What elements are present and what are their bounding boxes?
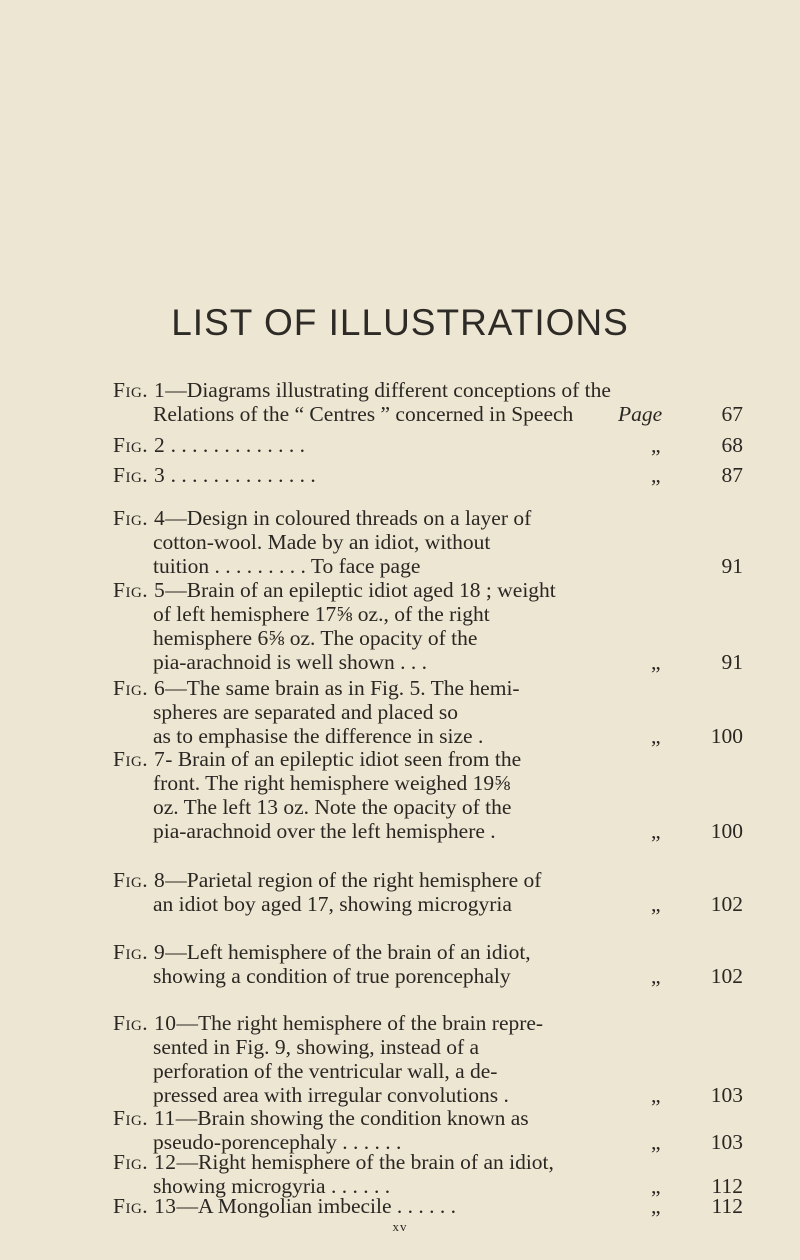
entry-text: sented in Fig. 9, showing, instead of a <box>153 1035 480 1059</box>
page-number: 112 <box>711 1174 743 1198</box>
entry-text: pia-arachnoid is well shown . . . <box>153 650 428 674</box>
entry-line <box>113 602 743 626</box>
fig-label: Fig. 9 <box>113 940 166 964</box>
entry-line <box>113 795 743 819</box>
fig-label: Fig. 12 <box>113 1150 177 1174</box>
entry-line <box>113 771 743 795</box>
entry-line <box>113 676 743 700</box>
fig-label: Fig. 13 <box>113 1194 177 1218</box>
fig-label: Fig. 5 <box>113 578 166 602</box>
page-number: 91 <box>721 650 743 674</box>
fig-label: Fig. 11 <box>113 1106 176 1130</box>
entry-text: —Parietal region of the right hemisphere of <box>165 868 542 892</box>
entry-line <box>113 1194 743 1218</box>
ditto-mark: „ <box>651 1174 661 1198</box>
entry-text: . . . . . . . . . . . . . <box>165 433 306 457</box>
entry-text: pia-arachnoid over the left hemisphere . <box>153 819 496 843</box>
entry-line <box>113 530 743 554</box>
entry-line <box>113 868 743 892</box>
entry-text: —Brain of an epileptic idiot aged 18 ; weight <box>165 578 556 602</box>
entry-line <box>113 433 743 457</box>
entry-text: tuition . . . . . . . . . To face page <box>153 554 421 578</box>
page-title: LIST OF ILLUSTRATIONS <box>171 302 629 343</box>
page-number: 103 <box>710 1130 743 1154</box>
entry-line <box>113 402 743 426</box>
entry-text: pseudo-porencephaly . . . . . . <box>153 1130 402 1154</box>
illustration-entry <box>113 433 743 457</box>
entry-line <box>113 1083 743 1107</box>
entry-line <box>113 964 743 988</box>
page-number: 100 <box>710 819 743 843</box>
page-number: 87 <box>721 463 743 487</box>
entry-line <box>113 1106 743 1130</box>
illustration-entry <box>113 676 743 748</box>
illustration-entry <box>113 940 743 988</box>
ditto-mark: „ <box>651 724 661 748</box>
entry-line <box>113 892 743 916</box>
entry-text: Relations of the “ Centres ” concerned in Speech <box>153 402 574 426</box>
fig-label: Fig. 4 <box>113 506 166 530</box>
entry-line <box>113 378 743 402</box>
page-number: 112 <box>711 1194 743 1218</box>
page-number: 68 <box>721 433 743 457</box>
illustration-entry <box>113 506 743 578</box>
entry-text: front. The right hemisphere weighed 19⅝ <box>153 771 511 795</box>
fig-label: Fig. 7 <box>113 747 166 771</box>
page-word: Page <box>618 402 663 426</box>
illustration-entry <box>113 1150 743 1198</box>
page-folio: xv <box>392 1219 408 1234</box>
ditto-mark: „ <box>651 1194 661 1218</box>
entry-line <box>113 506 743 530</box>
entry-text: cotton-wool. Made by an idiot, without <box>153 530 491 554</box>
ditto-mark: „ <box>651 964 661 988</box>
page-number: 102 <box>710 964 743 988</box>
entry-text: an idiot boy aged 17, showing microgyria <box>153 892 512 916</box>
illustration-entry <box>113 747 743 843</box>
entry-line <box>113 724 743 748</box>
entry-line <box>113 819 743 843</box>
illustration-entry <box>113 1011 743 1107</box>
entry-line <box>113 626 743 650</box>
illustration-entry <box>113 578 743 674</box>
page-number: 103 <box>710 1083 743 1107</box>
ditto-mark: „ <box>651 892 661 916</box>
entry-line <box>113 650 743 674</box>
page-number: 67 <box>721 402 743 426</box>
entry-line <box>113 463 743 487</box>
ditto-mark: „ <box>651 1130 661 1154</box>
ditto-mark: „ <box>651 433 661 457</box>
entry-text: of left hemisphere 17⅝ oz., of the right <box>153 602 490 626</box>
entry-line <box>113 1011 743 1035</box>
fig-label: Fig. 8 <box>113 868 166 892</box>
entry-text: —Design in coloured threads on a layer of <box>165 506 532 530</box>
entry-line <box>113 700 743 724</box>
entry-text: showing microgyria . . . . . . <box>153 1174 391 1198</box>
entry-text: . . . . . . . . . . . . . . <box>165 463 316 487</box>
entry-line <box>113 940 743 964</box>
entry-text: as to emphasise the difference in size . <box>153 724 484 748</box>
entry-text: pressed area with irregular convolutions . <box>153 1083 509 1107</box>
entry-text: —Right hemisphere of the brain of an idiot, <box>176 1150 554 1174</box>
entry-text: perforation of the ventricular wall, a de- <box>153 1059 498 1083</box>
entry-text: —Brain showing the condition known as <box>175 1106 529 1130</box>
fig-label: Fig. 6 <box>113 676 166 700</box>
fig-label: Fig. 2 <box>113 433 166 457</box>
entry-text: spheres are separated and placed so <box>153 700 459 724</box>
entry-text: oz. The left 13 oz. Note the opacity of the <box>153 795 512 819</box>
entry-text: hemisphere 6⅝ oz. The opacity of the <box>153 626 478 650</box>
entry-line <box>113 747 743 771</box>
ditto-mark: „ <box>651 650 661 674</box>
entry-line <box>113 554 743 578</box>
ditto-mark: „ <box>651 819 661 843</box>
ditto-mark: „ <box>651 1083 661 1107</box>
illustration-entry <box>113 463 743 487</box>
entry-line <box>113 578 743 602</box>
illustration-entry <box>113 1106 743 1154</box>
entry-line <box>113 1059 743 1083</box>
page-number: 102 <box>710 892 743 916</box>
page-number: 91 <box>721 554 743 578</box>
fig-label: Fig. 10 <box>113 1011 177 1035</box>
entry-text: showing a condition of true porencephaly <box>153 964 511 988</box>
entry-text: —The right hemisphere of the brain repre- <box>176 1011 544 1035</box>
fig-label: Fig. 1 <box>113 378 166 402</box>
fig-label: Fig. 3 <box>113 463 166 487</box>
entry-text: - Brain of an epileptic idiot seen from the <box>165 747 522 771</box>
illustration-entry <box>113 378 743 426</box>
entry-text: —A Mongolian imbecile . . . . . . <box>176 1194 457 1218</box>
entry-text: —The same brain as in Fig. 5. The hemi- <box>165 676 520 700</box>
entry-line <box>113 1035 743 1059</box>
entry-line <box>113 1150 743 1174</box>
ditto-mark: „ <box>651 463 661 487</box>
page-number: 100 <box>710 724 743 748</box>
entry-text: —Left hemisphere of the brain of an idiot, <box>165 940 531 964</box>
entry-text: —Diagrams illustrating different conceptions of the <box>165 378 611 402</box>
illustration-entry <box>113 868 743 916</box>
illustration-entry <box>113 1194 743 1218</box>
